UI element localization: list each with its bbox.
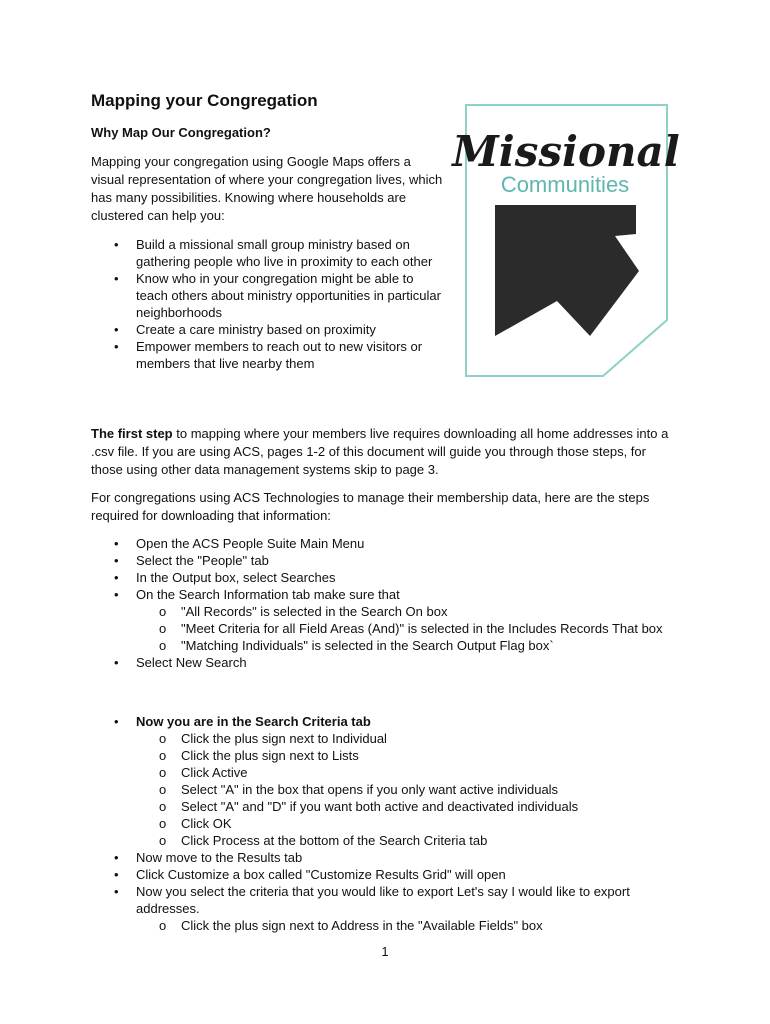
sublist-item: o "All Records" is selected in the Search On box — [91, 603, 681, 620]
list-item: • Build a missional small group ministry based on gathering people who live in proximity to each other — [91, 236, 446, 270]
list-item: • Know who in your congregation might be able to teach others about ministry opportunities in particular neighborhoods — [91, 270, 446, 321]
list-item: • In the Output box, select Searches — [91, 569, 681, 586]
list-item-heading: Now you are in the Search Criteria tab — [136, 714, 371, 729]
list-item-text: Now you select the criteria that you would like to export Let's say I would like to export addresses. — [136, 884, 630, 916]
list-item: • Select New Search — [91, 654, 681, 671]
list-item — [91, 713, 681, 849]
list-item: • Open the ACS People Suite Main Menu — [91, 535, 681, 552]
list-item: • Empower members to reach out to new visitors or members that live nearby them — [91, 338, 446, 372]
first-step-paragraph — [91, 425, 681, 479]
sublist-item: o "Matching Individuals" is selected in the Search Output Flag box` — [91, 637, 681, 654]
intro-paragraph: Mapping your congregation using Google Maps offers a visual representation of where your congregation lives, which has many possibilities. Knowing where households are clustered can help you: — [91, 154, 443, 223]
acs-intro-paragraph: For congregations using ACS Technologies to manage their membership data, here are the steps required for downloading that information: — [91, 490, 650, 523]
first-step-bold: The first step — [91, 426, 173, 441]
section-heading: Why Map Our Congregation? — [91, 125, 271, 140]
sublist-item: o Click the plus sign next to Address in the "Available Fields" box — [91, 917, 681, 934]
missional-communities-logo — [452, 104, 680, 378]
first-step-text: to mapping where your members live requires downloading all home addresses into a .csv file. If you are using ACS, pages 1-2 of this document will guide you through those steps, for those using other data management systems skip to page 3. — [91, 426, 669, 477]
list-item — [91, 586, 681, 654]
intro-bullet-list — [91, 236, 446, 372]
list-item-text: On the Search Information tab make sure that — [136, 587, 400, 602]
criteria-sublist — [136, 730, 681, 849]
page-number: 1 — [381, 944, 389, 959]
sublist-item: o Select "A" in the box that opens if you only want active individuals — [91, 781, 681, 798]
logo-word-communities: Communities — [500, 172, 630, 197]
list-item: • Create a care ministry based on proximity — [91, 321, 446, 338]
sublist-item: o Click the plus sign next to Individual — [91, 730, 681, 747]
final-sublist — [136, 917, 681, 934]
sublist-item: o Click OK — [91, 815, 681, 832]
sublist-item: o Click Active — [91, 764, 681, 781]
sublist-item: o Select "A" and "D" if you want both active and deactivated individuals — [91, 798, 681, 815]
logo-word-missional: Missional — [452, 127, 680, 176]
page-title: Mapping your Congregation — [91, 91, 318, 110]
search-info-sublist — [136, 603, 681, 654]
acs-steps-list — [91, 535, 681, 671]
search-criteria-list — [91, 713, 681, 934]
sublist-item: o Click the plus sign next to Lists — [91, 747, 681, 764]
sublist-item: o Click Process at the bottom of the Search Criteria tab — [91, 832, 681, 849]
list-item: • Now move to the Results tab — [91, 849, 681, 866]
list-item: • Click Customize a box called "Customize Results Grid" will open — [91, 866, 681, 883]
list-item: • Select the "People" tab — [91, 552, 681, 569]
sublist-item: o "Meet Criteria for all Field Areas (And)" is selected in the Includes Records That box — [91, 620, 681, 637]
list-item — [91, 883, 681, 934]
